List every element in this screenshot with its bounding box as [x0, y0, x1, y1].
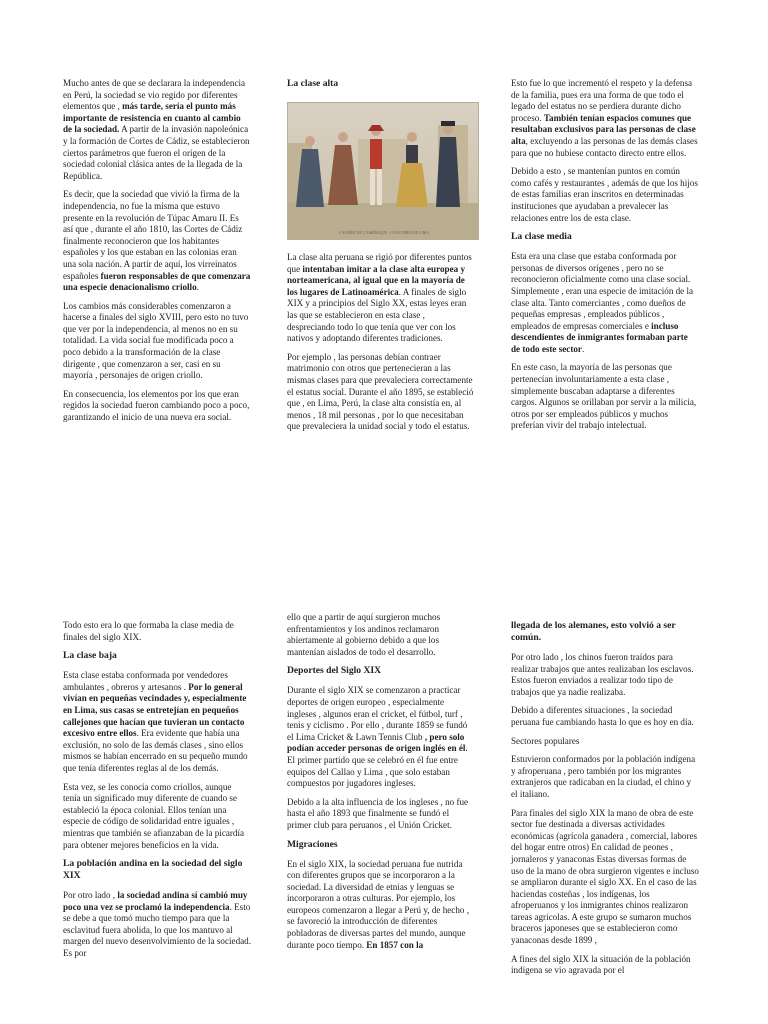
illustration-image [288, 103, 478, 239]
section-heading: La clase media [511, 231, 572, 243]
paragraph: En consecuencia, los elementos por los que eran regidos la sociedad fueron cambiando poco a poco, garantizando el inicio de una nueva era social. [63, 388, 250, 423]
paragraph: Debido a la alta influencia de los ingleses , no fue hasta el año 1893 que finalmente se fundó el primer club para peruanos , el Unión Cricket. [287, 796, 469, 830]
column-2 [287, 78, 475, 440]
paragraph: A fines del siglo XIX la situación de la población indígena se vio agravada por el [511, 953, 691, 976]
paragraph: Todo esto era lo que formaba la clase media de finales del siglo XIX. [63, 620, 234, 642]
section-heading: La clase baja [63, 650, 117, 662]
period-illustration [287, 102, 479, 240]
paragraph: ello que a partir de aquí surgieron muchos enfrentamientos y los andinos reclamaron abiertamente al gobierno debido a que los mantenían aislados de todo el desarrollo. [287, 612, 441, 657]
paragraph: Para finales del siglo XIX la mano de obra de este sector fue destinada a diversas actividades económicas (agrícola ganadera , comercial, labores del hogar entre otros) En calidad de peones , jornaleros y yanaconas Estas diversas formas de uso de la mano de obra surgieron vigentes e incluso se ampliaron durante el siglo XX. En el caso de las haciendas costeñas , los indígenas, los afroperuanos y los inmigrantes chinos realizaron tareas agrícolas. A este grupo se sumaron muchos braceros japoneses que se establecieron como yanaconas desde 1899 , [511, 807, 699, 946]
section-heading: llegada de los alemanes, esto volvió a ser común. [511, 620, 676, 643]
paragraph: Es decir, que la sociedad que vivió la firma de la independencia, no fue la misma que estuvo presente en la revolución de Túpac Amaru II. Es así que , durante el año 1810, las Cortes de Cádiz finalmente reconocieron que los habitantes españoles y los que estaban en las colonias eran una sola nación. A partir de aquí, los virreinatos españoles fueron responsables de que comenzara una especie denacionalismo criollo. [63, 189, 251, 293]
paragraph: Los cambios más considerables comenzaron a hacerse a finales del siglo XVIII, pero esto no tuvo que ver por la independencia, al menos no en su totalidad. La vida social fue modificada poco a poco debido a la transformación de la clase dirigente , que comenzaron a ser, casi en su mayoría , personajes de origen criollo. [63, 300, 249, 381]
paragraph: En este caso, la mayoría de las personas que pertenecían involuntariamente a esta clase , simplemente buscaban adaptarse a diferentes cargos. Algunos se orillaban por servir a la milicia, otros por ser empleados públicos y muchos preferían vivir del trabajo intelectual. [511, 362, 697, 431]
column-1 [63, 78, 251, 431]
section-heading: La clase alta [287, 78, 339, 89]
section-heading: La población andina en la sociedad del siglo XIX [63, 858, 243, 882]
paragraph: Por otro lado , la sociedad andina sí cambió muy poco una vez se proclamó la independencia. Esto se debe a que tomó mucho tiempo para que la esclavitud fuera abolida, lo que los mantuvo al margen del nuevo desenvolvimiento de la sociedad. Es por [63, 890, 251, 959]
paragraph: Por ejemplo , las personas debían contraer matrimonio con otros que pertenecieran a las mismas clases para que prevaleciera correctamente el estatus social. Durante el año 1895, se estableció que , en Lima, Perú, la clase alta consistía en, al menos , 18 mil personas , por lo que necesitaban que prevaleciera la unidad social y todo el estatus. [287, 351, 474, 432]
column-4 [63, 620, 251, 967]
column-3 [511, 78, 699, 439]
paragraph: Sectores populares [511, 735, 580, 746]
paragraph: Esta era una clase que estaba conformada por personas de diversos orígenes , pero no se reconocieron oficialmente como una clase social. Simplemente , eran una especie de imitación de la clase alta. Tanto comerciantes , como dueños de pequeñas empresas , empleados públicos , empleados de empresas comerciales e incluso descendientes de inmigrantes formaban parte de todo este sector. [511, 251, 694, 354]
paragraph: Debido a esto , se mantenían puntos en común como cafés y restaurantes , además de que los hijos de estas familias eran inscritos en determinadas instituciones que ayudaban a prevalecer las relaciones entre los de esta clase. [511, 166, 698, 223]
section-heading: Migraciones [287, 838, 338, 850]
paragraph: Estuvieron conformados por la población indígena y afroperuana , pero también por los migrantes extranjeros que radicaban en la ciudad, el chino y el italiano. [511, 754, 696, 799]
column-6 [511, 620, 699, 984]
paragraph: Debido a diferentes situaciones , la sociedad peruana fue cambiando hasta lo que es hoy en día. [511, 705, 694, 727]
paragraph: Esto fue lo que incrementó el respeto y la defensa de la familia, pues era una forma de que todo el legado del estatus no se perdiera durante dicho proceso. También tenían espacios comunes que resultaban exclusivos para las personas de clase alta, excluyendo a las personas de las demás clases para que no hubiese contacto directo entre ellos. [511, 78, 698, 158]
section-heading: Deportes del Siglo XIX [287, 665, 382, 677]
paragraph: La clase alta peruana se rigió por diferentes puntos que intentaban imitar a la clase alta europea y norteamericana, al igual que en la mayoría de los lugares de Latinoamérica. A finales de siglo XIX y a principios del Siglo XX, estas leyes eran las que se establecieron en esta clase , despreciando todo lo que tenía que ver con los nativos y adoptando diferentes tradiciones. [287, 252, 472, 344]
paragraph: Durante el siglo XIX se comenzaron a practicar deportes de origen europeo , especialmente ingleses , algunos eran el cricket, el fútbol, turf , tenis y ciclismo . Por ello , durante 1859 se fundó el Lima Cricket & Lawn Tennis Club , pero solo podían acceder personas de origen inglés en él. El primer partido que se celebró en él fue entre equipos del Callao y Lima , que solo estaban compuestos por jugadores ingleses. [287, 685, 468, 789]
paragraph: Esta clase estaba conformada por vendedores ambulantes , obreros y artesanos . Por lo general vivían en pequeñas vecindades y, especialmente en Lima, sus casas se entretejían en pequeños callejones que hacían que tuvieran un contacto excesivo entre ellos. Era evidente que había una exclusión, no solo de las demás clases , sino ellos mismos se habían encerrado en su pequeño mundo que tenía diferentes reglas al de los demás. [63, 670, 248, 773]
paragraph: Por otro lado , los chinos fueron traídos para realizar trabajos que antes realizaban los esclavos. Estos fueron enviados a realizar todo tipo de trabajos que ya nadie realizaba. [511, 652, 694, 697]
column-5 [287, 612, 475, 958]
figure-caption: L'ANNÉE DE L'AMÉRIQUE · COSTUMES DE LIMA [338, 230, 430, 235]
paragraph: En el siglo XIX, la sociedad peruana fue nutrida con diferentes grupos que se incorporaron a la sociedad. La diversidad de etnias y lenguas se incorporaron a otras culturas. Por ejemplo, los europeos comenzaron a llegar a Perú y, de hecho , se favoreció la introducción de diferentes pobladoras de diversas partes del mundo, aunque durante poco tiempo. En 1857 con la [287, 858, 469, 950]
paragraph: Mucho antes de que se declarara la independencia en Perú, la sociedad se vio regido por diferentes elementos que , más tarde, sería el punto más importante de resistencia en cuanto al cambio de la sociedad. A partir de la invasión napoleónica y la formación de Cortes de Cádiz, se establecieron ciertos parámetros que fueron el origen de la sociedad colonial clásica antes de la llegada de la República. [63, 78, 250, 181]
paragraph: Esta vez, se les conocía como criollos, aunque tenía un significado muy diferente de cuando se estableció la época colonial. Ellos tenían una especie de código de solidaridad entre iguales , mientras que también se afianzaban de la picardía para obtener mejores beneficios en la vida. [63, 781, 245, 850]
